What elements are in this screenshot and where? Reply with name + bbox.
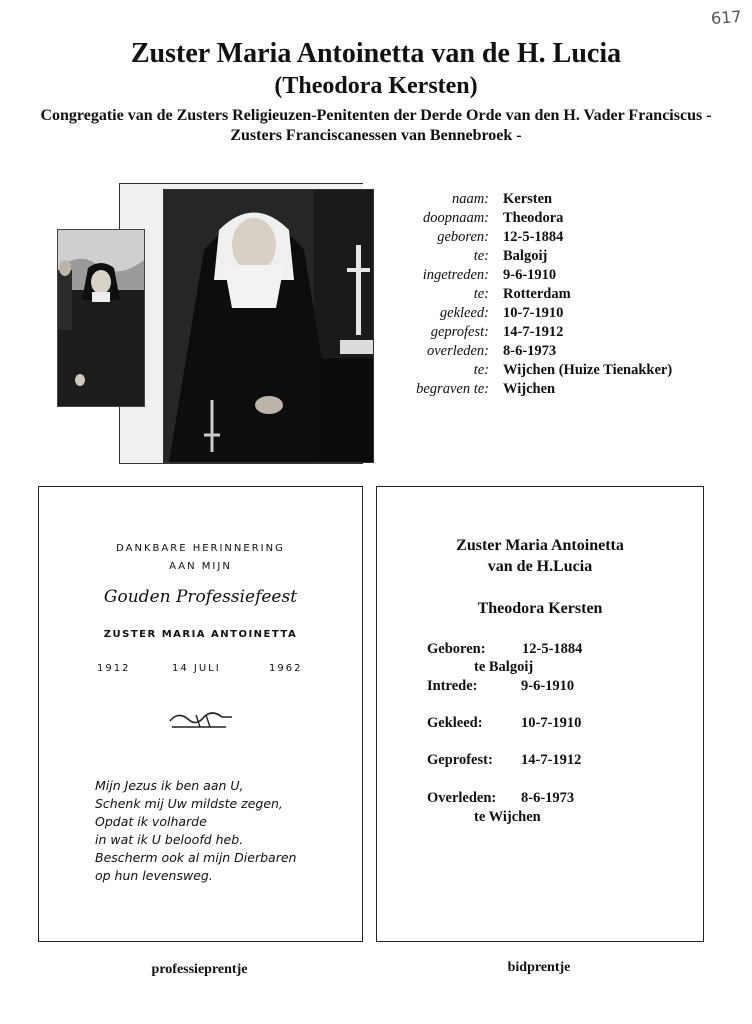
profession-card	[38, 486, 363, 942]
caption-profession-card: professieprentje	[151, 962, 248, 977]
memorial-title: Zuster Maria Antoinetta	[456, 537, 624, 554]
professed-date: 14-7-1912	[521, 752, 582, 768]
year-end: 1962	[269, 663, 303, 674]
detail-value: Wijchen	[503, 381, 556, 397]
page-number: 617	[710, 6, 743, 29]
entry-label: Intrede:	[427, 678, 478, 694]
caption-memorial-card: bidprentje	[507, 960, 571, 975]
detail-row-professed	[395, 323, 672, 342]
detail-label: overleden:	[427, 343, 489, 359]
memorial-title: van de H.Lucia	[487, 558, 593, 575]
detail-label: te:	[473, 362, 489, 378]
professed-label: Geprofest:	[427, 752, 493, 768]
detail-value: 8-6-1973	[503, 343, 557, 359]
detail-label: doopnaam:	[422, 210, 489, 226]
detail-row-born	[395, 228, 672, 247]
memorial-name: Theodora Kersten	[477, 600, 603, 617]
small-portrait-photo	[57, 229, 145, 407]
card-heading: DANKBARE HERINNERING	[116, 543, 285, 554]
page-subtitle-name: (Theodora Kersten)	[274, 73, 478, 99]
detail-value: 9-6-1910	[503, 267, 557, 283]
page-title: Zuster Maria Antoinetta van de H. Lucia	[130, 38, 622, 69]
poem-line: op hun levensweg.	[95, 868, 213, 883]
detail-label: naam:	[451, 191, 489, 207]
detail-label: begraven te:	[416, 381, 489, 397]
card-heading: AAN MIJN	[169, 561, 232, 572]
detail-label: ingetreden:	[422, 267, 489, 283]
detail-value: Rotterdam	[503, 286, 571, 302]
detail-row-entry-place	[395, 285, 672, 304]
poem-line: Mijn Jezus ik ben aan U,	[95, 778, 244, 793]
year-start: 1912	[97, 663, 131, 674]
detail-value: Wijchen (Huize Tienakker)	[503, 362, 673, 378]
detail-value: Kersten	[503, 191, 553, 207]
ornament-icon	[166, 709, 236, 736]
entry-date: 9-6-1910	[521, 678, 575, 694]
detail-row-died	[395, 342, 672, 361]
detail-row-name	[395, 190, 672, 209]
born-label: Geboren:	[427, 641, 486, 657]
died-place: te Wijchen	[474, 809, 541, 825]
detail-label: geboren:	[437, 229, 489, 245]
poem-line: in wat ik U beloofd heb.	[95, 832, 244, 847]
clothed-date: 10-7-1910	[521, 715, 582, 731]
detail-value: Theodora	[503, 210, 564, 226]
detail-label: gekleed:	[439, 305, 489, 321]
card-script-title: Gouden Professiefeest	[103, 587, 298, 607]
poem-line: Opdat ik volharde	[95, 814, 207, 829]
detail-label: geprofest:	[430, 324, 489, 340]
memorial-card	[376, 486, 704, 942]
clothed-label: Gekleed:	[427, 715, 483, 731]
born-place: te Balgoij	[474, 659, 534, 675]
detail-row-death-place	[395, 361, 672, 380]
detail-value: Balgoij	[503, 248, 548, 264]
detail-label: te:	[473, 286, 489, 302]
died-label: Overleden:	[427, 790, 497, 806]
died-date: 8-6-1973	[521, 790, 575, 806]
prayer-poem	[95, 777, 296, 885]
congregation-subtitle: Congregatie van de Zusters Religieuzen-Penitenten der Derde Orde van den H. Vader Franciscus - Zusters Franciscanessen van Bennebroek -	[40, 107, 712, 144]
feast-date: 14 JULI	[172, 663, 221, 674]
biographical-details	[395, 190, 672, 399]
detail-value: 10-7-1910	[503, 305, 564, 321]
poem-line: Bescherm ook al mijn Dierbaren	[95, 850, 297, 865]
detail-row-baptismal-name	[395, 209, 672, 228]
born-date: 12-5-1884	[522, 641, 583, 657]
detail-row-birthplace	[395, 247, 672, 266]
poem-line: Schenk mij Uw mildste zegen,	[95, 796, 283, 811]
detail-row-buried	[395, 380, 672, 399]
card-name: ZUSTER MARIA ANTOINETTA	[103, 629, 298, 640]
detail-value: 14-7-1912	[503, 324, 564, 340]
detail-label: te:	[473, 248, 489, 264]
large-portrait-photo	[163, 189, 374, 463]
detail-row-clothed	[395, 304, 672, 323]
detail-value: 12-5-1884	[503, 229, 564, 245]
detail-row-entered	[395, 266, 672, 285]
